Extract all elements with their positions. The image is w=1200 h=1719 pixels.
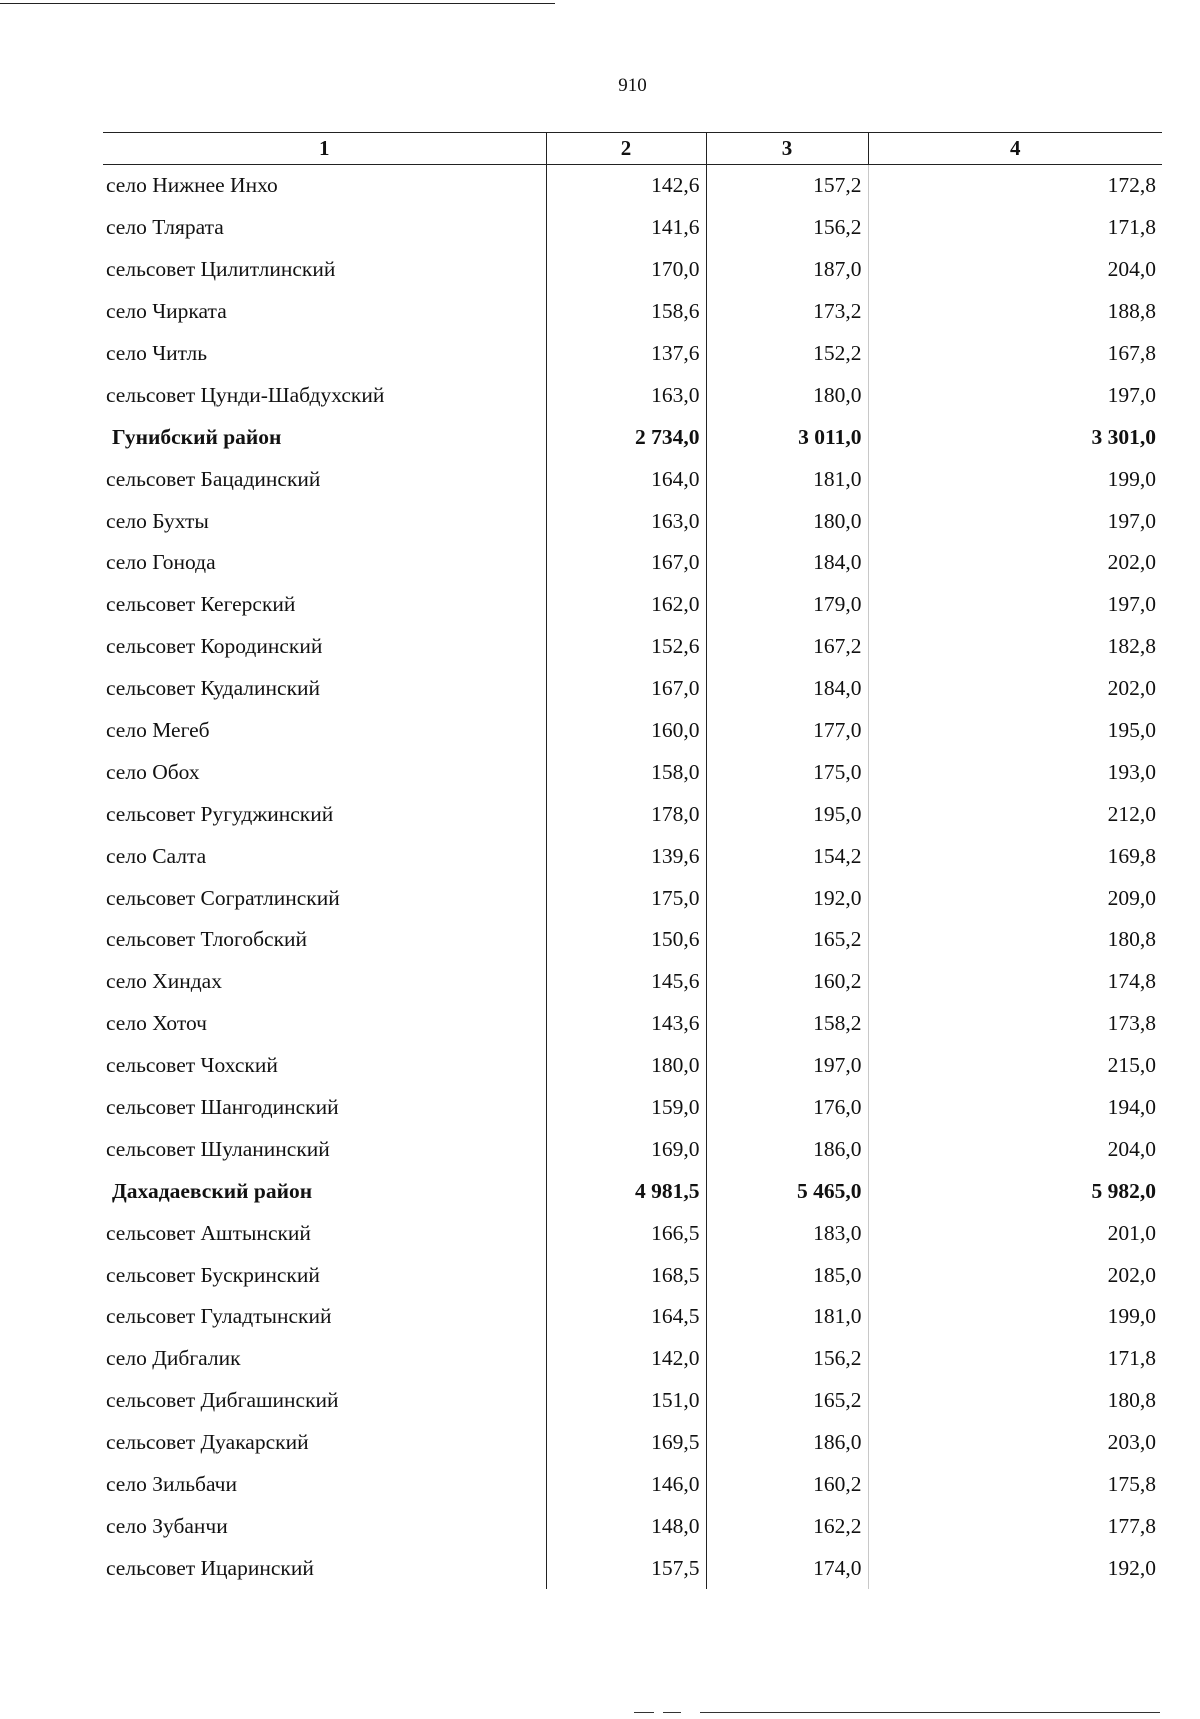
value-col-4: 175,8 (868, 1464, 1162, 1506)
table-row (103, 835, 1162, 877)
value-col-3: 184,0 (706, 668, 868, 710)
value-col-3: 154,2 (706, 835, 868, 877)
value-col-2: 162,0 (546, 584, 706, 626)
value-col-2: 175,0 (546, 877, 706, 919)
header-row (103, 133, 1162, 165)
row-name-cell: сельсовет Дуакарский (106, 1430, 309, 1455)
value-col-3: 180,0 (706, 374, 868, 416)
value-col-3: 165,2 (706, 919, 868, 961)
value-col-3: 184,0 (706, 542, 868, 584)
value-col-2: 178,0 (546, 793, 706, 835)
page-number: 910 (618, 75, 647, 96)
value-col-4: 197,0 (868, 500, 1162, 542)
top-rule (0, 3, 555, 4)
value-col-4: 172,8 (868, 165, 1162, 207)
table-row (103, 584, 1162, 626)
value-col-3: 197,0 (706, 1045, 868, 1087)
value-col-3: 183,0 (706, 1212, 868, 1254)
table-row (103, 961, 1162, 1003)
bottom-rule (634, 1712, 654, 1713)
value-col-4: 169,8 (868, 835, 1162, 877)
table-row (103, 1464, 1162, 1506)
value-col-3: 177,0 (706, 710, 868, 752)
bottom-rule (700, 1712, 1160, 1713)
value-col-4: 188,8 (868, 291, 1162, 333)
table-row (103, 668, 1162, 710)
row-name-cell: сельсовет Шангодинский (106, 1095, 339, 1120)
value-col-4: 197,0 (868, 374, 1162, 416)
table-row (103, 500, 1162, 542)
table-row (103, 207, 1162, 249)
row-name-cell: сельсовет Дибгашинский (106, 1388, 339, 1413)
value-col-4: 203,0 (868, 1422, 1162, 1464)
row-name-cell: сельсовет Кородинский (106, 634, 323, 659)
row-name-cell: село Мегеб (106, 718, 210, 743)
value-col-2: 151,0 (546, 1380, 706, 1422)
value-col-4: 174,8 (868, 961, 1162, 1003)
row-name-cell: сельсовет Гуладтынский (106, 1304, 332, 1329)
column-header-4: 4 (868, 133, 1162, 165)
row-name-cell: сельсовет Тлогобский (106, 927, 308, 952)
row-name-cell: село Салта (106, 843, 207, 868)
table-row (103, 291, 1162, 333)
row-name-cell: сельсовет Ицаринский (106, 1555, 314, 1580)
table-row (103, 1506, 1162, 1548)
value-col-2: 163,0 (546, 500, 706, 542)
value-col-2: 142,6 (546, 165, 706, 207)
table-body (103, 165, 1162, 1590)
value-col-4: 202,0 (868, 668, 1162, 710)
row-name-cell: сельсовет Цилитлинский (106, 257, 336, 282)
table-row (103, 710, 1162, 752)
value-col-3: 162,2 (706, 1506, 868, 1548)
row-name-cell: сельсовет Бускринский (106, 1262, 320, 1287)
value-col-2: 160,0 (546, 710, 706, 752)
value-col-4: 3 301,0 (868, 416, 1162, 458)
value-col-3: 156,2 (706, 207, 868, 249)
value-col-2: 137,6 (546, 333, 706, 375)
value-col-4: 202,0 (868, 1254, 1162, 1296)
value-col-2: 142,0 (546, 1338, 706, 1380)
row-name-cell: село Тлярата (106, 215, 224, 240)
value-col-2: 141,6 (546, 207, 706, 249)
value-col-2: 164,0 (546, 458, 706, 500)
table-row (103, 626, 1162, 668)
row-name-cell: село Бухты (106, 508, 209, 533)
value-col-3: 186,0 (706, 1128, 868, 1170)
row-name-cell: сельсовет Чохский (106, 1053, 278, 1078)
value-col-2: 159,0 (546, 1087, 706, 1129)
value-col-3: 152,2 (706, 333, 868, 375)
value-col-2: 152,6 (546, 626, 706, 668)
row-name-cell: село Гонода (106, 550, 216, 575)
value-col-2: 170,0 (546, 249, 706, 291)
table-row (103, 1338, 1162, 1380)
value-col-2: 158,0 (546, 751, 706, 793)
table-row (103, 165, 1162, 207)
value-col-4: 5 982,0 (868, 1170, 1162, 1212)
value-col-3: 160,2 (706, 961, 868, 1003)
value-col-4: 204,0 (868, 249, 1162, 291)
value-col-2: 143,6 (546, 1003, 706, 1045)
table-row (103, 1254, 1162, 1296)
table-row (103, 751, 1162, 793)
row-name-cell: село Хоточ (106, 1011, 207, 1036)
value-col-3: 3 011,0 (706, 416, 868, 458)
district-row (103, 416, 1162, 458)
row-name-cell: село Зубанчи (106, 1513, 228, 1538)
data-table (103, 132, 1162, 1589)
value-col-4: 199,0 (868, 458, 1162, 500)
value-col-3: 179,0 (706, 584, 868, 626)
value-col-2: 169,0 (546, 1128, 706, 1170)
value-col-4: 177,8 (868, 1506, 1162, 1548)
row-name-cell: сельсовет Бацадинский (106, 466, 321, 491)
value-col-3: 165,2 (706, 1380, 868, 1422)
value-col-3: 174,0 (706, 1547, 868, 1589)
value-col-2: 163,0 (546, 374, 706, 416)
column-header-3: 3 (706, 133, 868, 165)
value-col-3: 186,0 (706, 1422, 868, 1464)
value-col-3: 181,0 (706, 1296, 868, 1338)
value-col-3: 192,0 (706, 877, 868, 919)
value-col-4: 182,8 (868, 626, 1162, 668)
value-col-2: 139,6 (546, 835, 706, 877)
value-col-4: 204,0 (868, 1128, 1162, 1170)
column-header-1: 1 (103, 133, 546, 165)
value-col-2: 167,0 (546, 668, 706, 710)
value-col-3: 180,0 (706, 500, 868, 542)
value-col-4: 167,8 (868, 333, 1162, 375)
value-col-4: 171,8 (868, 207, 1162, 249)
value-col-3: 156,2 (706, 1338, 868, 1380)
value-col-3: 158,2 (706, 1003, 868, 1045)
value-col-4: 171,8 (868, 1338, 1162, 1380)
table-row (103, 793, 1162, 835)
value-col-2: 166,5 (546, 1212, 706, 1254)
table-header (103, 133, 1162, 165)
value-col-4: 215,0 (868, 1045, 1162, 1087)
table-row (103, 458, 1162, 500)
table-row (103, 374, 1162, 416)
table-row (103, 542, 1162, 584)
value-col-2: 169,5 (546, 1422, 706, 1464)
value-col-2: 2 734,0 (546, 416, 706, 458)
value-col-2: 167,0 (546, 542, 706, 584)
value-col-2: 168,5 (546, 1254, 706, 1296)
value-col-2: 146,0 (546, 1464, 706, 1506)
row-name-cell: Дахадаевский район (112, 1178, 313, 1203)
row-name-cell: село Чирката (106, 299, 227, 324)
value-col-2: 180,0 (546, 1045, 706, 1087)
value-col-2: 164,5 (546, 1296, 706, 1338)
value-col-2: 157,5 (546, 1547, 706, 1589)
value-col-4: 212,0 (868, 793, 1162, 835)
value-col-4: 194,0 (868, 1087, 1162, 1129)
value-col-3: 160,2 (706, 1464, 868, 1506)
value-col-3: 176,0 (706, 1087, 868, 1129)
value-col-4: 192,0 (868, 1547, 1162, 1589)
table-row (103, 877, 1162, 919)
value-col-3: 157,2 (706, 165, 868, 207)
value-col-2: 145,6 (546, 961, 706, 1003)
value-col-3: 175,0 (706, 751, 868, 793)
table-row (103, 249, 1162, 291)
value-col-4: 197,0 (868, 584, 1162, 626)
value-col-3: 167,2 (706, 626, 868, 668)
row-name-cell: сельсовет Кудалинский (106, 676, 321, 701)
table-row (103, 1045, 1162, 1087)
district-row (103, 1170, 1162, 1212)
table-row (103, 1128, 1162, 1170)
value-col-3: 187,0 (706, 249, 868, 291)
value-col-3: 185,0 (706, 1254, 868, 1296)
row-name-cell: сельсовет Аштынский (106, 1220, 311, 1245)
table-row (103, 1296, 1162, 1338)
value-col-4: 209,0 (868, 877, 1162, 919)
value-col-2: 148,0 (546, 1506, 706, 1548)
value-col-4: 180,8 (868, 919, 1162, 961)
table-row (103, 333, 1162, 375)
value-col-2: 4 981,5 (546, 1170, 706, 1212)
value-col-4: 173,8 (868, 1003, 1162, 1045)
row-name-cell: село Хиндах (106, 969, 222, 994)
value-col-4: 180,8 (868, 1380, 1162, 1422)
row-name-cell: село Дибгалик (106, 1346, 241, 1371)
row-name-cell: сельсовет Ругуджинский (106, 801, 334, 826)
value-col-3: 181,0 (706, 458, 868, 500)
value-col-2: 158,6 (546, 291, 706, 333)
value-col-4: 199,0 (868, 1296, 1162, 1338)
row-name-cell: село Читль (106, 341, 208, 365)
row-name-cell: сельсовет Шуланинский (106, 1136, 330, 1161)
row-name-cell: сельсовет Кегерский (106, 592, 296, 617)
bottom-rule (663, 1712, 681, 1713)
table-row (103, 1547, 1162, 1589)
table-row (103, 1003, 1162, 1045)
table-row (103, 1212, 1162, 1254)
value-col-4: 201,0 (868, 1212, 1162, 1254)
value-col-2: 150,6 (546, 919, 706, 961)
row-name-cell: село Нижнее Инхо (106, 173, 278, 198)
value-col-4: 193,0 (868, 751, 1162, 793)
row-name-cell: село Обох (106, 759, 200, 784)
row-name-cell: Гунибский район (112, 424, 282, 449)
row-name-cell: сельсовет Согратлинский (106, 885, 340, 910)
row-name-cell: сельсовет Цунди-Шабдухский (106, 382, 385, 407)
value-col-3: 195,0 (706, 793, 868, 835)
table-row (103, 1087, 1162, 1129)
value-col-3: 173,2 (706, 291, 868, 333)
table-row (103, 1380, 1162, 1422)
table-row (103, 919, 1162, 961)
column-header-2: 2 (546, 133, 706, 165)
row-name-cell: село Зильбачи (106, 1472, 237, 1497)
value-col-4: 195,0 (868, 710, 1162, 752)
value-col-3: 5 465,0 (706, 1170, 868, 1212)
table-row (103, 1422, 1162, 1464)
value-col-4: 202,0 (868, 542, 1162, 584)
